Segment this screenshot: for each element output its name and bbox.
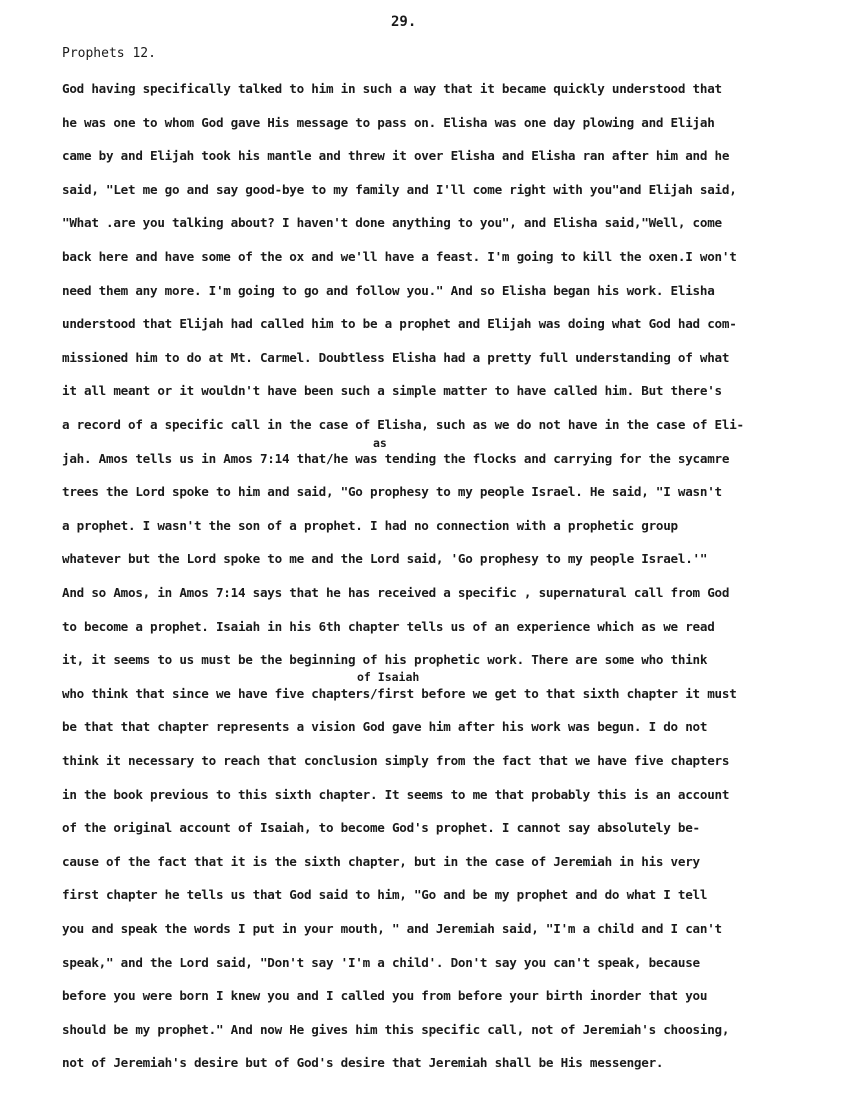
text-line: he was one to whom God gave His message to pass on. Elisha was one day plowing and Elijah — [62, 114, 715, 130]
text-line: think it necessary to reach that conclusion simply from the fact that we have five chapters — [62, 753, 730, 768]
page-number: 29. — [391, 14, 417, 30]
page-heading: Prophets 12. — [62, 46, 156, 61]
text-line: you and speak the words I put in your mouth, " and Jeremiah said, "I'm a child and I can't — [62, 921, 722, 936]
text-line: of the original account of Isaiah, to become God's prophet. I cannot say absolutely be- — [62, 820, 700, 836]
text-line: should be my prophet." And now He gives him this specific call, not of Jeremiah's choosing, — [62, 1021, 730, 1037]
text-line: need them any more. I'm going to go and follow you." And so Elisha began his work. Elisha — [62, 282, 715, 298]
text-line: be that that chapter represents a vision God gave him after his work was begun. I do not — [62, 719, 708, 735]
text-line: in the book previous to this sixth chapter. It seems to me that probably this is an account — [62, 786, 730, 802]
text-line: God having specifically talked to him in such a way that it became quickly understood that — [62, 81, 722, 96]
text-line: speak," and the Lord said, "Don't say 'I'm a child'. Don't say you can't speak, because — [62, 954, 700, 970]
text-line: first chapter he tells us that God said to him, "Go and be my prophet and do what I tell — [62, 887, 708, 903]
text-line: missioned him to do at Mt. Carmel. Doubtless Elisha had a pretty full understanding of what — [62, 349, 730, 365]
text-line: whatever but the Lord spoke to me and the Lord said, 'Go prophesy to my people Israel.'" — [62, 551, 708, 567]
text-line: cause of the fact that it is the sixth chapter, but in the case of Jeremiah in his very — [62, 853, 700, 869]
text-line: trees the Lord spoke to him and said, "Go prophesy to my people Israel. He said, "I wasn't — [62, 484, 722, 500]
text-line: who think that since we have five chapters/first before we get to that sixth chapter it must — [62, 685, 737, 701]
text-line: before you were born I knew you and I called you from before your birth inorder that you — [62, 988, 708, 1004]
text-line: it, it seems to us must be the beginning of his prophetic work. There are some who think — [62, 652, 708, 668]
text-line: back here and have some of the ox and we'll have a feast. I'm going to kill the oxen.I won't — [62, 249, 737, 264]
text-line: it all meant or it wouldn't have been such a simple matter to have called him. But there's — [62, 383, 722, 399]
text-line: understood that Elijah had called him to be a prophet and Elijah was doing what God had com- — [62, 316, 737, 332]
text-line: came by and Elijah took his mantle and threw it over Elisha and Elisha ran after him and he — [62, 148, 730, 164]
text-line: a record of a specific call in the case of Elisha, such as we do not have in the case of Eli- — [62, 417, 744, 432]
text-line: "What .are you talking about? I haven't done anything to you", and Elisha said,"Well, come — [62, 215, 722, 231]
text-line: a prophet. I wasn't the son of a prophet. I had no connection with a prophetic group — [62, 517, 678, 533]
text-line: not of Jeremiah's desire but of God's desire that Jeremiah shall be His messenger. — [62, 1055, 664, 1071]
text-line: jah. Amos tells us in Amos 7:14 that/he was tending the flocks and carrying for the sycamre — [62, 450, 730, 466]
text-line: to become a prophet. Isaiah in his 6th chapter tells us of an experience which as we read — [62, 618, 715, 634]
interlinear-insertion: of Isaiah — [357, 670, 420, 684]
interlinear-insertion: as — [373, 436, 387, 450]
text-line: And so Amos, in Amos 7:14 says that he has received a specific , supernatural call from God — [62, 585, 730, 600]
text-line: said, "Let me go and say good-bye to my family and I'll come right with you"and Elijah said, — [62, 181, 737, 197]
